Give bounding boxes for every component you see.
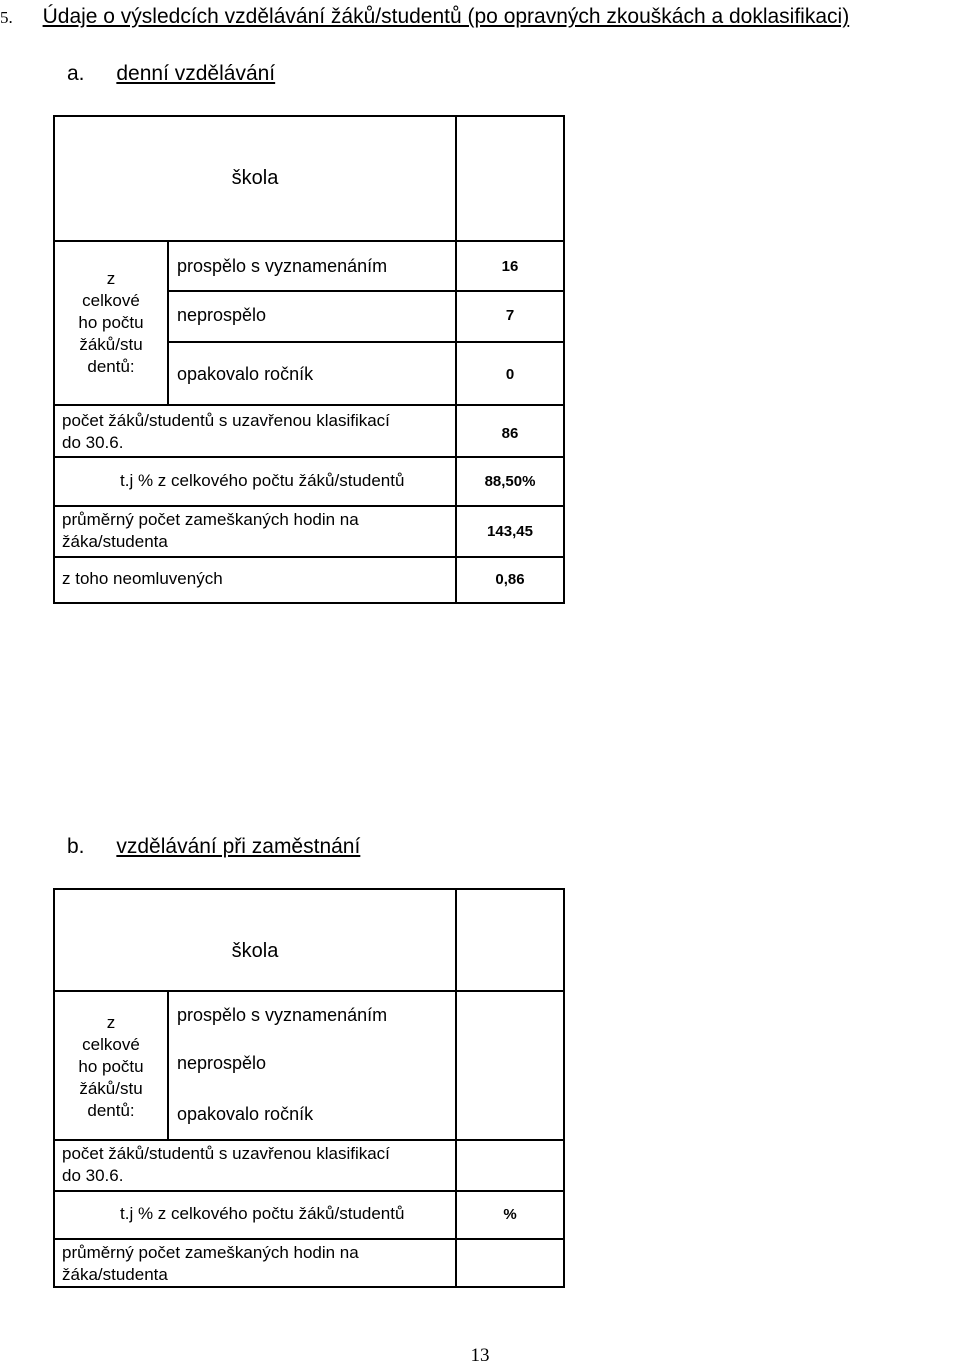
school-label-a: škola xyxy=(231,167,279,189)
closed-value-a: 86 xyxy=(501,425,519,442)
honors-label-a: prospělo s vyznamenáním xyxy=(177,256,388,276)
unexcused-label-a: z toho neomluvených xyxy=(62,569,223,588)
percent-value-b: % xyxy=(503,1206,517,1223)
absence-value-a: 143,45 xyxy=(487,523,533,540)
percent-value-a: 88,50% xyxy=(484,473,536,490)
percent-label-a: t.j % z celkového počtu žáků/studentů xyxy=(120,471,405,490)
subsection-a-heading xyxy=(67,62,275,86)
honors-value-a: 16 xyxy=(501,258,519,275)
section-title: Údaje o výsledcích vzdělávání žáků/studentů (po opravných zkouškách a doklasifikaci) xyxy=(42,5,850,28)
subsection-a-letter: a. xyxy=(67,62,85,85)
section-number: 5. xyxy=(0,8,13,27)
failed-value-a: 7 xyxy=(505,307,515,324)
group-label-a: z celkové ho počtu žáků/stu dentů: xyxy=(78,269,144,376)
subsection-a-title: denní vzdělávání xyxy=(116,62,276,85)
group-label-b: z celkové ho počtu žáků/stu dentů: xyxy=(78,1013,144,1120)
repeated-label-b: opakovalo ročník xyxy=(177,1104,314,1124)
section-heading xyxy=(0,5,849,29)
subsection-b-title: vzdělávání při zaměstnání xyxy=(116,835,361,858)
failed-label-a: neprospělo xyxy=(177,305,267,325)
page-number: 13 xyxy=(470,1345,490,1366)
percent-label-b: t.j % z celkového počtu žáků/studentů xyxy=(120,1204,405,1223)
subsection-b-heading xyxy=(67,835,360,859)
absence-label-b: průměrný počet zameškaných hodin na žáka/studenta xyxy=(62,1243,359,1284)
honors-label-b: prospělo s vyznamenáním xyxy=(177,1005,388,1025)
closed-label-a: počet žáků/studentů s uzavřenou klasifikací do 30.6. xyxy=(62,411,390,452)
absence-label-a: průměrný počet zameškaných hodin na žáka/studenta xyxy=(62,510,359,551)
unexcused-value-a: 0,86 xyxy=(495,571,525,588)
subsection-b-letter: b. xyxy=(67,835,85,858)
closed-label-b: počet žáků/studentů s uzavřenou klasifikací do 30.6. xyxy=(62,1144,390,1185)
failed-label-b: neprospělo xyxy=(177,1053,267,1073)
repeated-value-a: 0 xyxy=(505,366,515,383)
repeated-label-a: opakovalo ročník xyxy=(177,364,314,384)
school-label-b: škola xyxy=(231,940,279,962)
